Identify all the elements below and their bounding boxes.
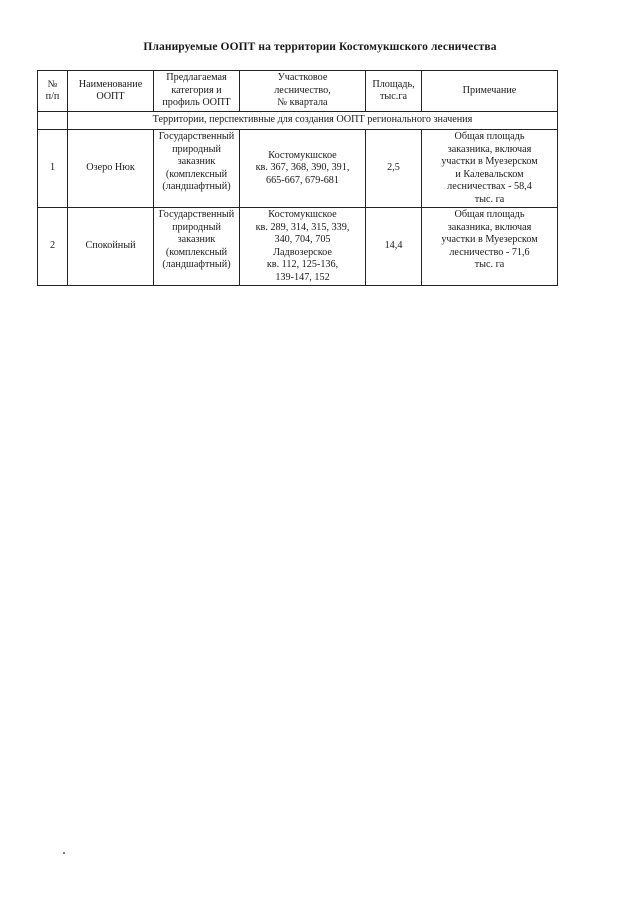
row-category: Государственный природный заказник (комплексный (ландшафтный) (154, 208, 240, 286)
section-title: Территории, перспективные для создания ООПТ регионального значения (68, 112, 558, 130)
header-forestry: Участковое лесничество, № квартала (240, 71, 366, 112)
row-area: 14,4 (366, 208, 422, 286)
section-empty-cell (38, 112, 68, 130)
row-category: Государственный природный заказник (комплексный (ландшафтный) (154, 130, 240, 208)
row-note: Общая площадь заказника, включая участки в Муезерском и Калевальском лесничествах - 58,4 тыс. га (422, 130, 558, 208)
table-row (38, 130, 558, 208)
header-row (38, 71, 558, 112)
table-row (38, 208, 558, 286)
row-area: 2,5 (366, 130, 422, 208)
row-num: 2 (38, 208, 68, 286)
oopt-table (37, 70, 558, 286)
row-forestry: Костомукшское кв. 289, 314, 315, 339, 340, 704, 705 Ладвозерское кв. 112, 125-136, 139-147, 152 (240, 208, 366, 286)
row-forestry: Костомукшское кв. 367, 368, 390, 391, 665-667, 679-681 (240, 130, 366, 208)
section-row (38, 112, 558, 130)
scan-speck (63, 852, 65, 854)
header-num: № п/п (38, 71, 68, 112)
header-note: Примечание (422, 71, 558, 112)
row-name: Озеро Нюк (68, 130, 154, 208)
header-area: Площадь, тыс.га (366, 71, 422, 112)
header-name: Наименование ООПТ (68, 71, 154, 112)
row-note: Общая площадь заказника, включая участки в Муезерском лесничество - 71,6 тыс. га (422, 208, 558, 286)
row-name: Спокойный (68, 208, 154, 286)
header-category: Предлагаемая категория и профиль ООПТ (154, 71, 240, 112)
row-num: 1 (38, 130, 68, 208)
page-title: Планируемые ООПТ на территории Костомукшского лесничества (143, 41, 497, 53)
